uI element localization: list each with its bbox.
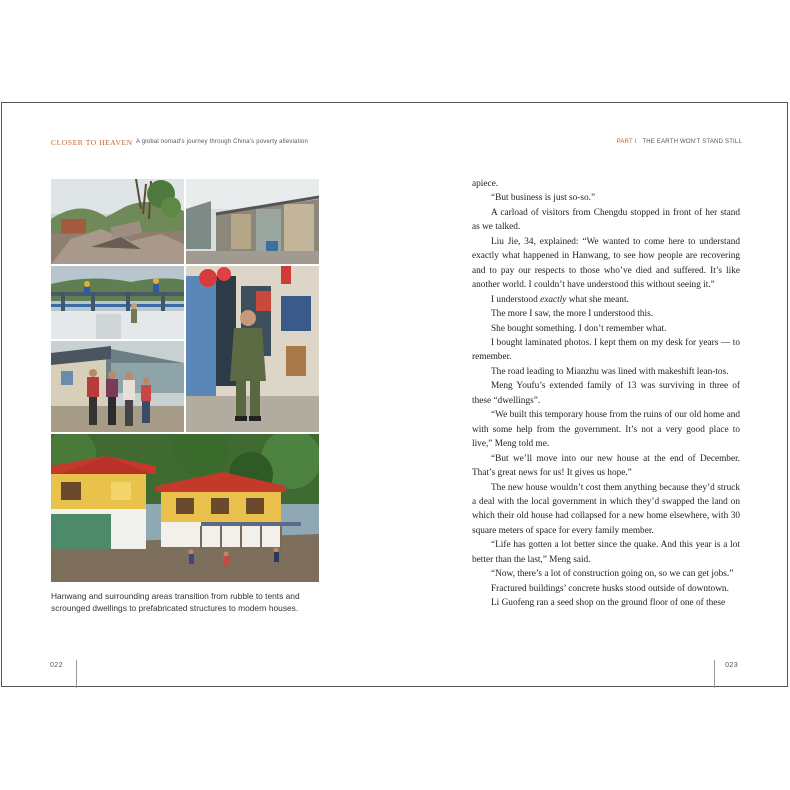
body-paragraph: “But we’ll move into our new house at the end of December. That’s great news for us! It gives us hope.”: [472, 453, 740, 479]
folio-rule-left: [76, 660, 77, 688]
body-paragraph: Liu Jie, 34, explained: “We wanted to come here to understand exactly what happened in Hanwang, to see how people are recovering and to pay our respects to those who’ve died and suffered. It’s like another world. I couldn’t have understood this without seeing it.”: [472, 236, 740, 291]
left-page: [2, 103, 395, 686]
body-paragraph: Fractured buildings’ concrete husks stood outside of downtown.: [491, 583, 729, 594]
body-paragraph: “But business is just so-so.”: [491, 193, 596, 204]
photo-man-doorway: [186, 266, 319, 432]
body-paragraph: Meng Youfu’s extended family of 13 was surviving in three of these “dwellings”.: [472, 381, 740, 406]
body-paragraph: The road leading to Mianzhu was lined with makeshift lean-tos.: [491, 366, 729, 377]
body-paragraph: I understood exactly what she meant.: [491, 294, 629, 305]
photo-construction-frame: [51, 266, 184, 339]
page-number-right: 023: [725, 662, 738, 669]
part-label: PART I: [616, 139, 637, 145]
photo-shacks: [186, 179, 319, 264]
body-paragraph: “Now, there’s a lot of construction going on, so we can get jobs.”: [491, 569, 734, 580]
running-head-subtitle: A global nomad's journey through China's poverty alleviation: [136, 139, 309, 145]
body-paragraph: I bought laminated photos. I kept them on my desk for years — to remember.: [472, 337, 740, 363]
body-paragraph: A carload of visitors from Chengdu stopped in front of her stand as we talked.: [472, 207, 740, 233]
body-paragraph: She bought something. I don’t remember what.: [491, 323, 667, 334]
body-paragraph: The more I saw, the more I understood this.: [491, 309, 654, 320]
folio-rule-right: [714, 660, 715, 688]
body-paragraph: Li Guofeng ran a seed shop on the ground floor of one of these: [491, 598, 726, 609]
body-paragraph: The new house wouldn’t cost them anything because they’d struck a deal with the local government in which they’d swapped the land on which their old house had collapsed for a new home elsewhere, with 30 square meters of space for every family member.: [472, 482, 740, 536]
photo-family: [51, 341, 184, 432]
page-number-left: 022: [50, 662, 63, 669]
running-head-part: [617, 139, 742, 145]
right-page: [395, 103, 788, 686]
photo-new-houses: [51, 434, 319, 582]
book-spread: [1, 102, 788, 687]
body-paragraph: “Life has gotten a lot better since the quake. And this year is a lot better than the last,” Meng said.: [472, 540, 740, 565]
running-head-book-title: CLOSER TO HEAVEN: [51, 138, 133, 147]
body-paragraph: “We built this temporary house from the ruins of our old home and with some help from the government. It’s not a very good place to live,” Meng told me.: [472, 410, 740, 450]
body-paragraph: apiece.: [472, 179, 499, 189]
part-title: THE EARTH WON'T STAND STILL: [642, 139, 742, 145]
photo-caption: Hanwang and surrounding areas transition from rubble to tents and scrounged dwellings to prefabricated structures to modern houses.: [51, 591, 300, 613]
photo-rubble: [51, 179, 184, 264]
body-text: [472, 177, 740, 611]
